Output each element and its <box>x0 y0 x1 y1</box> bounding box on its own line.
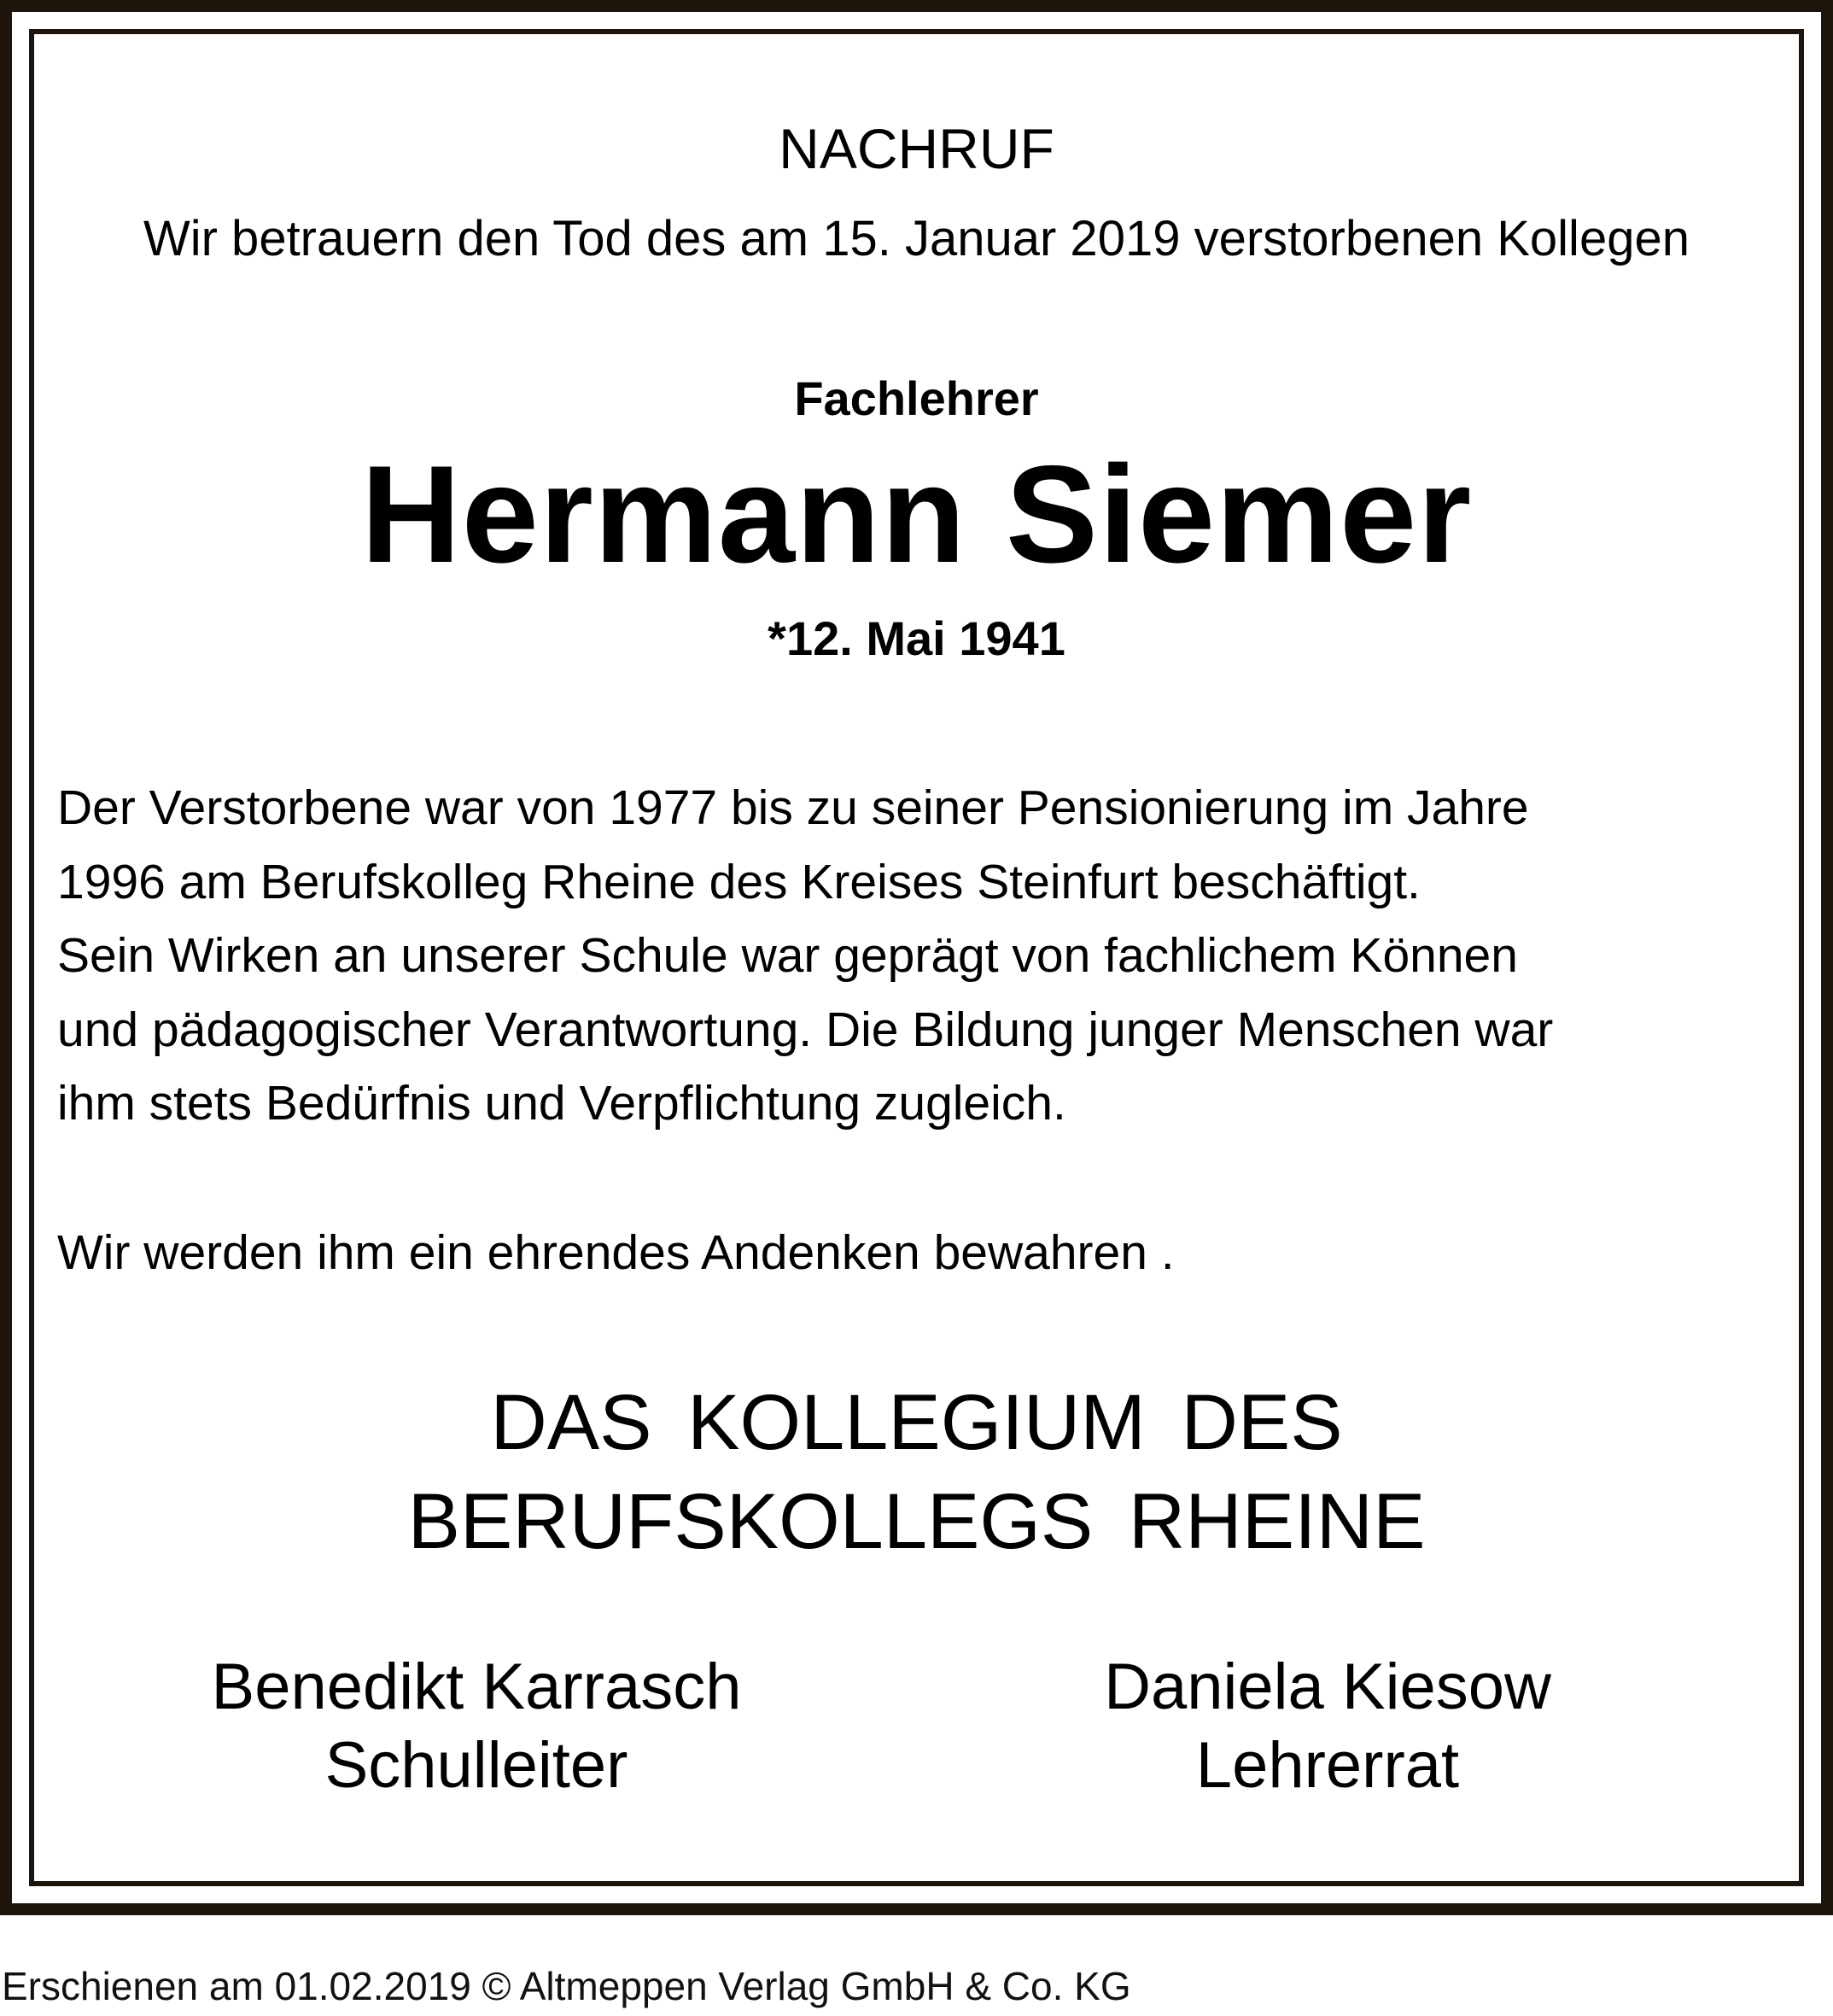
obituary-intro: Wir betrauern den Tod des am 15. Januar 2019 verstorbenen Kollegen <box>143 211 1690 266</box>
body-line: und pädagogischer Verantwortung. Die Bildung junger Menschen war <box>57 1002 1554 1057</box>
organization-name <box>0 1373 1833 1571</box>
deceased-profession: Fachlehrer <box>794 371 1039 425</box>
body-line: Der Verstorbene war von 1977 bis zu seiner Pensionierung im Jahre <box>57 780 1529 835</box>
publication-footer: Erschienen am 01.02.2019 © Altmeppen Verlag GmbH & Co. KG <box>2 1964 1131 2008</box>
body-line: Sein Wirken an unserer Schule war geprägt von fachlichem Können <box>57 928 1518 983</box>
deceased-name: Hermann Siemer <box>360 437 1473 592</box>
obituary-heading: NACHRUF <box>779 117 1054 180</box>
signer-principal <box>92 1648 861 1805</box>
signer-teacher-council <box>943 1648 1712 1805</box>
organization-line: DAS KOLLEGIUM DES <box>490 1379 1343 1466</box>
organization-line: BERUFSKOLLEGS RHEINE <box>407 1478 1426 1565</box>
body-line: ihm stets Bedürfnis und Verpflichtung zugleich. <box>57 1076 1066 1131</box>
signer-role: Lehrerrat <box>1195 1729 1460 1802</box>
body-line: 1996 am Berufskolleg Rheine des Kreises Steinfurt beschäftigt. <box>57 854 1421 909</box>
birth-date: *12. Mai 1941 <box>768 611 1065 665</box>
signer-name: Benedikt Karrasch <box>211 1651 742 1723</box>
closing-sentence: Wir werden ihm ein ehrendes Andenken bewahren . <box>57 1225 1175 1280</box>
signer-name: Daniela Kiesow <box>1104 1651 1551 1723</box>
signer-role: Schulleiter <box>324 1729 628 1802</box>
obituary-body <box>57 771 1782 1141</box>
